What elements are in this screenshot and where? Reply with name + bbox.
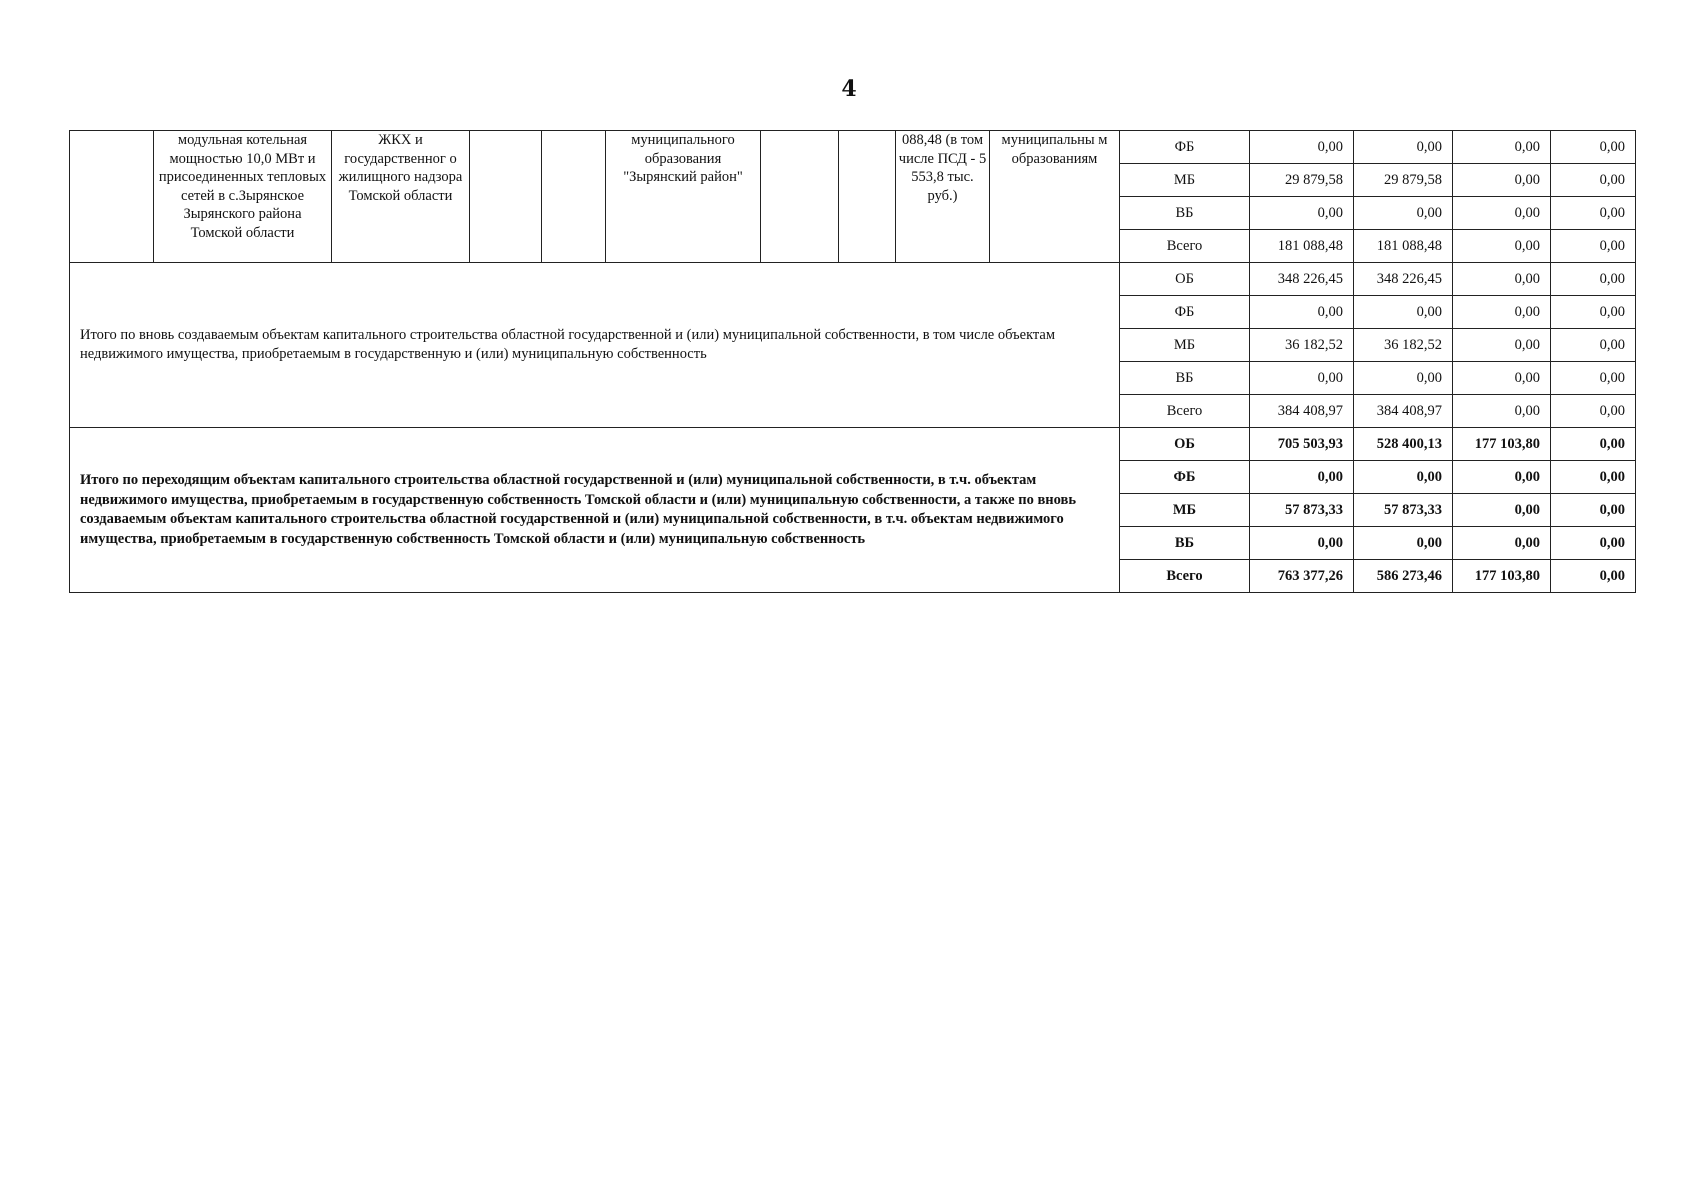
amount-cell: 29 879,58	[1250, 164, 1354, 197]
empty-cell	[470, 131, 542, 263]
budget-table	[69, 130, 1636, 593]
amount-cell: 0,00	[1354, 362, 1453, 395]
amount-cell: 0,00	[1250, 131, 1354, 164]
amount-cell: 181 088,48	[1250, 230, 1354, 263]
amount-cell: 177 103,80	[1453, 560, 1551, 593]
source-label: ФБ	[1120, 131, 1250, 164]
amount-cell: 0,00	[1551, 527, 1636, 560]
object-cost: 088,48 (в том числе ПСД - 5 553,8 тыс. руб.)	[896, 131, 990, 263]
amount-cell: 0,00	[1453, 131, 1551, 164]
amount-cell: 0,00	[1551, 164, 1636, 197]
amount-cell: 57 873,33	[1354, 494, 1453, 527]
page-number: 4	[841, 76, 857, 102]
amount-cell: 348 226,45	[1354, 263, 1453, 296]
amount-cell: 705 503,93	[1250, 428, 1354, 461]
amount-cell: 0,00	[1551, 230, 1636, 263]
source-label: ОБ	[1120, 428, 1250, 461]
source-label: МБ	[1120, 329, 1250, 362]
amount-cell: 0,00	[1453, 164, 1551, 197]
amount-cell: 528 400,13	[1354, 428, 1453, 461]
amount-cell: 0,00	[1453, 461, 1551, 494]
amount-cell: 0,00	[1551, 131, 1636, 164]
amount-cell: 0,00	[1551, 560, 1636, 593]
new-objects-total-row	[70, 263, 1636, 296]
source-label: МБ	[1120, 494, 1250, 527]
source-label: ВБ	[1120, 197, 1250, 230]
amount-cell: 0,00	[1250, 362, 1354, 395]
amount-cell: 0,00	[1250, 527, 1354, 560]
amount-cell: 763 377,26	[1250, 560, 1354, 593]
source-label: МБ	[1120, 164, 1250, 197]
source-label: Всего	[1120, 560, 1250, 593]
amount-cell: 0,00	[1453, 263, 1551, 296]
grand-total-label: Итого по переходящим объектам капитального строительства областной государственной и (или) муниципальной собственности, в т.ч. объектам недвижимого имущества, приобретаемым в государственную собственность Томской области и (или) муниципальную собственности, а также по вновь создаваемым объектам капитального строительства областной государственной и (или) муниципальной собственности, в т.ч. объектам недвижимого имущества, приобретаемым в государственную собственность Томской области и (или) муниципальную собственность	[70, 428, 1120, 593]
amount-cell: 0,00	[1551, 296, 1636, 329]
amount-cell: 0,00	[1453, 395, 1551, 428]
amount-cell: 29 879,58	[1354, 164, 1453, 197]
amount-cell: 0,00	[1551, 461, 1636, 494]
amount-cell: 0,00	[1354, 461, 1453, 494]
object-description: модульная котельная мощностью 10,0 МВт и присоединенных тепловых сетей в с.Зырянское Зырянского района Томской области	[154, 131, 332, 263]
amount-cell: 0,00	[1354, 296, 1453, 329]
new-objects-total-label: Итого по вновь создаваемым объектам капитального строительства областной государственной и (или) муниципальной собственности, в том числе объектам недвижимого имущества, приобретаемым в государственную и (или) муниципальную собственность	[70, 263, 1120, 428]
amount-cell: 0,00	[1354, 197, 1453, 230]
empty-cell	[761, 131, 839, 263]
empty-cell	[542, 131, 606, 263]
amount-cell: 0,00	[1453, 494, 1551, 527]
amount-cell: 0,00	[1551, 263, 1636, 296]
amount-cell: 586 273,46	[1354, 560, 1453, 593]
amount-cell: 0,00	[1250, 461, 1354, 494]
amount-cell: 0,00	[1551, 395, 1636, 428]
amount-cell: 181 088,48	[1354, 230, 1453, 263]
object-responsible: ЖКХ и государственног о жилищного надзора Томской области	[332, 131, 470, 263]
amount-cell: 0,00	[1250, 296, 1354, 329]
object-form: муниципальны м образованиям	[990, 131, 1120, 263]
amount-cell: 0,00	[1453, 362, 1551, 395]
amount-cell: 0,00	[1354, 527, 1453, 560]
source-label: ФБ	[1120, 461, 1250, 494]
amount-cell: 36 182,52	[1250, 329, 1354, 362]
amount-cell: 36 182,52	[1354, 329, 1453, 362]
amount-cell: 0,00	[1551, 197, 1636, 230]
amount-cell: 0,00	[1453, 230, 1551, 263]
amount-cell: 0,00	[1453, 296, 1551, 329]
source-label: ФБ	[1120, 296, 1250, 329]
amount-cell: 348 226,45	[1250, 263, 1354, 296]
object-row	[70, 131, 1636, 164]
object-municipality: муниципального образования "Зырянский район"	[606, 131, 761, 263]
source-label: ВБ	[1120, 527, 1250, 560]
amount-cell: 0,00	[1551, 428, 1636, 461]
empty-cell	[70, 131, 154, 263]
amount-cell: 384 408,97	[1250, 395, 1354, 428]
amount-cell: 0,00	[1453, 197, 1551, 230]
amount-cell: 0,00	[1551, 494, 1636, 527]
empty-cell	[839, 131, 896, 263]
amount-cell: 0,00	[1453, 527, 1551, 560]
source-label: Всего	[1120, 395, 1250, 428]
amount-cell: 0,00	[1354, 131, 1453, 164]
amount-cell: 0,00	[1453, 329, 1551, 362]
amount-cell: 0,00	[1551, 362, 1636, 395]
amount-cell: 0,00	[1551, 329, 1636, 362]
source-label: ВБ	[1120, 362, 1250, 395]
grand-total-row	[70, 428, 1636, 461]
amount-cell: 177 103,80	[1453, 428, 1551, 461]
amount-cell: 0,00	[1250, 197, 1354, 230]
source-label: Всего	[1120, 230, 1250, 263]
amount-cell: 384 408,97	[1354, 395, 1453, 428]
source-label: ОБ	[1120, 263, 1250, 296]
amount-cell: 57 873,33	[1250, 494, 1354, 527]
